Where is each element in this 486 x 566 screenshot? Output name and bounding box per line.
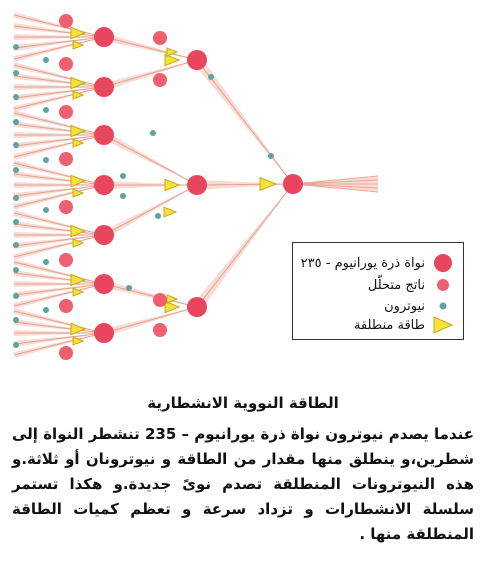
neutron: [13, 219, 19, 225]
nucleus: [94, 323, 114, 343]
neutron-path: [103, 280, 197, 307]
nucleus: [94, 274, 114, 294]
neutron-path: [103, 33, 197, 60]
energy-triangle: [260, 178, 276, 191]
legend-item-neutron: [384, 296, 455, 316]
neutron: [150, 130, 156, 136]
particles: [13, 14, 303, 360]
energy-triangle: [165, 179, 179, 190]
neutron: [43, 107, 49, 113]
neutron: [13, 293, 19, 299]
neutron: [120, 193, 126, 199]
neutron-path-line: [197, 184, 293, 307]
neutron: [43, 307, 49, 313]
product-icon: [431, 275, 455, 295]
neutron-path-line: [104, 284, 197, 307]
fission-product: [59, 57, 73, 71]
legend-label-nucleus: نواة ذرة يورانيوم - ٢٣٥: [300, 255, 425, 271]
nucleus: [187, 50, 207, 70]
nucleus: [94, 125, 114, 145]
energy-icon: [431, 316, 455, 334]
neutron: [43, 259, 49, 265]
neutron-path-line: [104, 135, 197, 185]
neutron-path: [103, 60, 197, 91]
neutron: [126, 285, 132, 291]
fission-product: [59, 14, 73, 28]
legend-item-energy: [354, 316, 455, 334]
neutron-icon: [431, 296, 455, 316]
neutron: [208, 74, 214, 80]
fission-product: [59, 105, 73, 119]
neutron: [13, 167, 19, 173]
neutron-path-line: [104, 60, 197, 87]
neutron: [155, 213, 161, 219]
neutron: [268, 153, 274, 159]
legend-label-energy: طاقة منطلقة: [353, 317, 425, 333]
nucleus: [94, 225, 114, 245]
legend-item-nucleus: [301, 253, 455, 273]
neutron-path: [103, 307, 197, 337]
legend: [292, 242, 464, 340]
fission-product: [153, 31, 167, 45]
neutron-path-line: [104, 307, 197, 333]
neutron: [43, 57, 49, 63]
fission-product: [59, 299, 73, 313]
legend-label-neutron: نيوترون: [384, 298, 425, 314]
nucleus: [94, 77, 114, 97]
neutron-path-line: [104, 185, 197, 235]
fission-product: [59, 152, 73, 166]
fission-product: [59, 346, 73, 360]
energy-triangle: [164, 207, 176, 217]
neutron: [13, 142, 19, 148]
neutron: [13, 242, 19, 248]
neutron-path-line: [104, 37, 197, 60]
legend-item-product: [368, 275, 455, 295]
neutron: [43, 207, 49, 213]
neutron: [13, 342, 19, 348]
neutron: [13, 195, 19, 201]
nucleus: [187, 175, 207, 195]
neutron: [13, 70, 19, 76]
neutron: [13, 267, 19, 273]
fission-product: [153, 323, 167, 337]
nucleus: [187, 297, 207, 317]
fission-product: [153, 293, 167, 307]
nucleus: [94, 175, 114, 195]
neutron: [13, 94, 19, 100]
caption-body: عندما يصدم نيوترون نواة ذرة يورانيوم – 235 تنشطر النواة إلى شطرين،و ينطلق منها مقدار من الطاقة و نيوترونان أو ثلاثة.و هذه النيوترونات المنطلقة تصدم نوىً جديدة.و هكذا تستمر سلسلة الانشطارات و تزداد سرعة و تعظم كميات الطاقة المنطلقة منها .: [12, 425, 474, 543]
neutron: [43, 157, 49, 163]
fission-product: [153, 73, 167, 87]
nucleus: [94, 27, 114, 47]
nucleus: [283, 174, 303, 194]
fission-product: [59, 253, 73, 267]
neutron: [13, 119, 19, 125]
legend-label-product: ناتج متحلّل: [367, 277, 425, 293]
neutron: [13, 44, 19, 50]
fission-product: [59, 200, 73, 214]
caption-title: الطاقة النووية الانشطارية: [147, 394, 339, 412]
neutron: [13, 317, 19, 323]
neutron: [120, 173, 126, 179]
nucleus-icon: [431, 253, 455, 273]
